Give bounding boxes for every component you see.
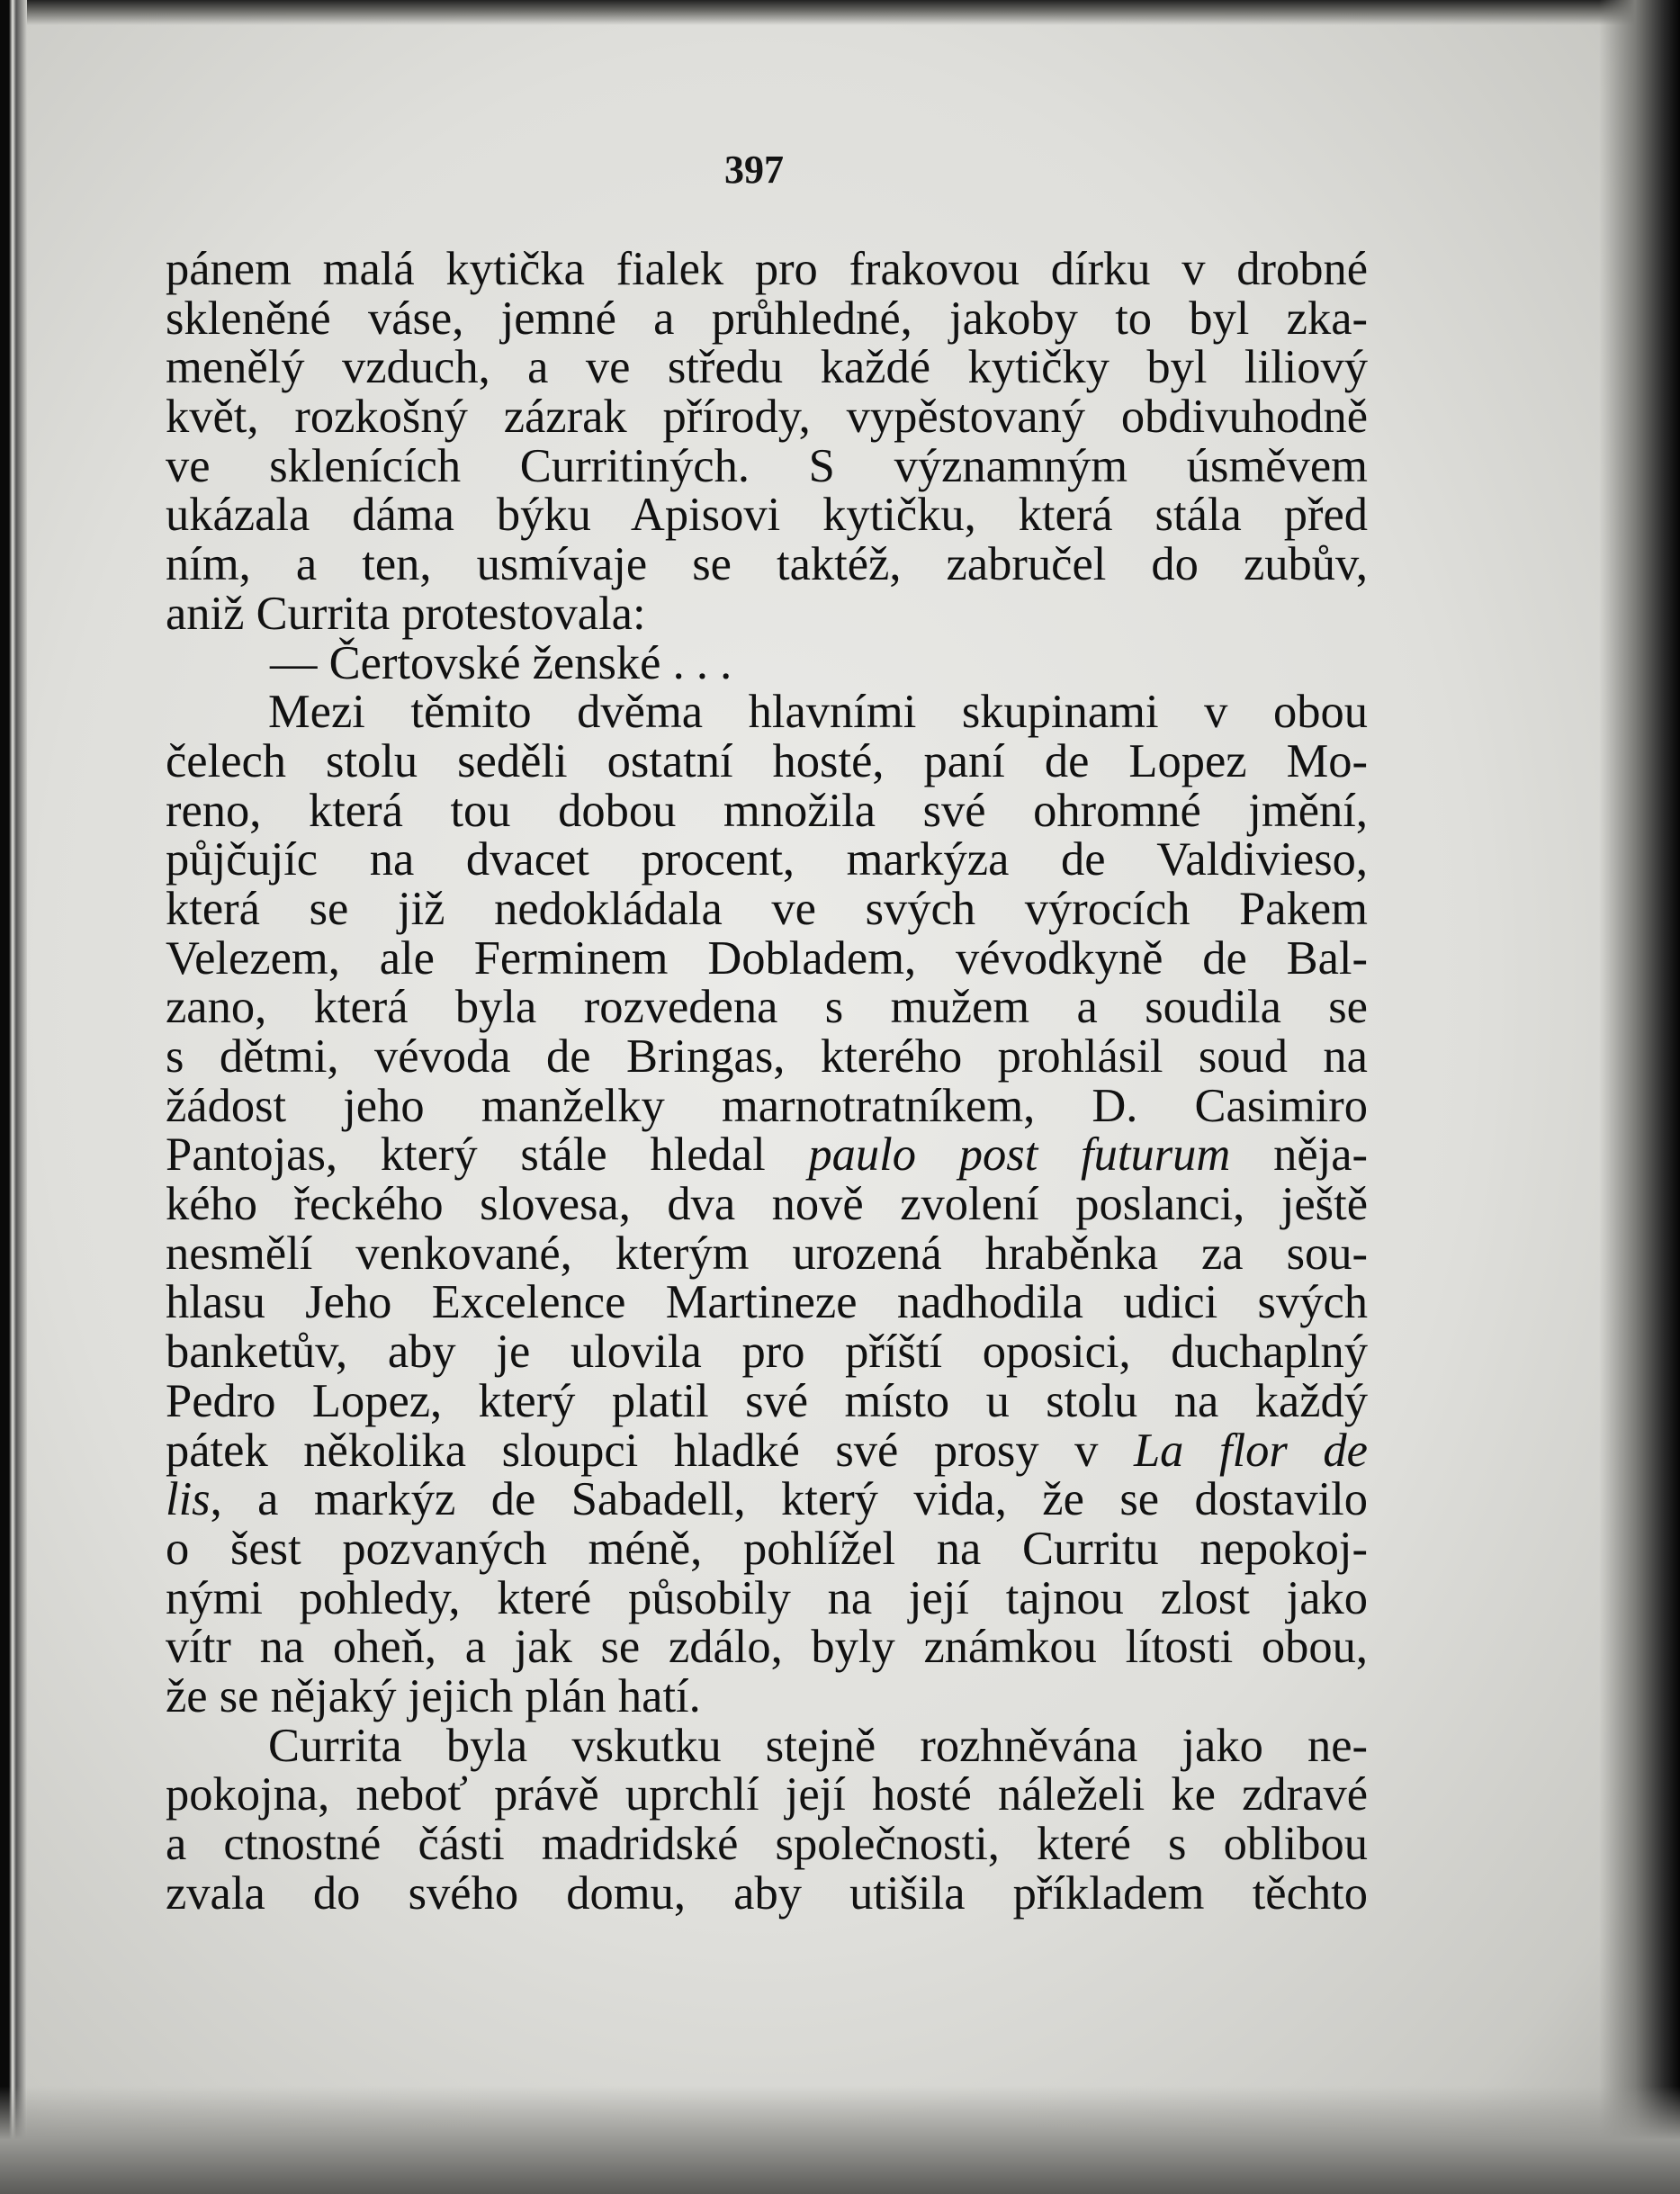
text-line: květ, rozkošný zázrak přírody, vypěstovaný obdivuhodně <box>166 391 1368 444</box>
text-line: ve sklenících Curritiných. S významným úsměvem <box>166 439 1368 492</box>
text-line: banketův, aby je ulovila pro příští oposici, duchaplný <box>166 1326 1368 1379</box>
text-run: Pantojas, který stále hledal <box>166 1128 809 1182</box>
text-line: zano, která byla rozvedena s mužem a soudila se <box>166 981 1368 1034</box>
dialogue-line: — Čertovské ženské . . . <box>270 636 732 689</box>
text-line: nesmělí venkované, kterým urozená hraběnka za sou- <box>166 1227 1368 1280</box>
text-line: a ctnostné části madridské společnosti, které s oblibou <box>166 1818 1368 1870</box>
text-line: reno, která tou dobou množila své ohromné jmění, <box>166 784 1368 837</box>
text-line <box>166 1130 1368 1180</box>
text-line <box>166 1475 1368 1524</box>
body-text <box>166 245 1368 1918</box>
text-line: čelech stolu seděli ostatní hosté, paní de Lopez Mo- <box>166 734 1368 787</box>
paragraph-start-line: Currita byla vskutku stejně rozhněvána jako ne- <box>268 1719 1368 1772</box>
text-line <box>166 1426 1368 1476</box>
italic-phrase: paulo post futurum <box>808 1128 1231 1182</box>
text-line: hlasu Jeho Excelence Martineze nadhodila udici svých <box>166 1276 1368 1329</box>
text-run: něja- <box>1230 1128 1368 1182</box>
page-left-binding-edge <box>0 0 27 2194</box>
text-line: která se již nedokládala ve svých výrocích Pakem <box>166 882 1368 935</box>
text-line: žádost jeho manželky marnotratníkem, D. Casimiro <box>166 1079 1368 1132</box>
text-line: menělý vzduch, a ve středu každé kytičky byl liliový <box>166 341 1368 394</box>
italic-phrase: lis <box>166 1473 211 1526</box>
text-line: ním, a ten, usmívaje se taktéž, zabručel do zubův, <box>166 538 1368 591</box>
page-number: 397 <box>724 148 784 192</box>
page-right-shadow <box>1599 0 1680 2194</box>
text-line: Pedro Lopez, který platil své místo u stolu na každý <box>166 1374 1368 1427</box>
text-line: Velezem, ale Ferminem Dobladem, vévodkyně de Bal- <box>166 931 1368 985</box>
text-line: s dětmi, vévoda de Bringas, kterého prohlásil soud na <box>166 1030 1368 1083</box>
text-line: o šest pozvaných méně, pohlížel na Curritu nepokoj- <box>166 1522 1368 1575</box>
text-line: skleněné váse, jemné a průhledné, jakoby to byl zka- <box>166 292 1368 345</box>
text-line: že se nějaký jejich plán hatí. <box>166 1669 701 1722</box>
text-line: pokojna, neboť právě uprchlí její hosté náleželi ke zdravé <box>166 1768 1368 1821</box>
page-top-shadow <box>0 0 1680 25</box>
text-line: pánem malá kytička fialek pro frakovou dírku v drobné <box>166 243 1368 295</box>
text-line: nými pohledy, které působily na její tajnou zlost jako <box>166 1571 1368 1624</box>
text-line: kého řeckého slovesa, dva nově zvolení poslanci, ještě <box>166 1178 1368 1231</box>
page-bottom-shadow <box>0 2086 1680 2194</box>
text-line: zvala do svého domu, aby utišila příkladem těchto <box>166 1866 1368 1920</box>
text-run: pátek několika sloupci hladké své prosy v <box>166 1424 1134 1477</box>
text-line: ukázala dáma býku Apisovi kytičku, která stála před <box>166 489 1368 542</box>
text-run: , a markýz de Sabadell, který vida, že se dostavilo <box>210 1473 1368 1526</box>
text-line: vítr na oheň, a jak se zdálo, byly známkou lítosti obou, <box>166 1621 1368 1674</box>
italic-phrase: La flor de <box>1133 1424 1368 1477</box>
text-line: půjčujíc na dvacet procent, markýza de Valdivieso, <box>166 833 1368 886</box>
paragraph-start-line: Mezi těmito dvěma hlavními skupinami v obou <box>268 686 1368 739</box>
text-line: aniž Currita protestovala: <box>166 587 646 640</box>
